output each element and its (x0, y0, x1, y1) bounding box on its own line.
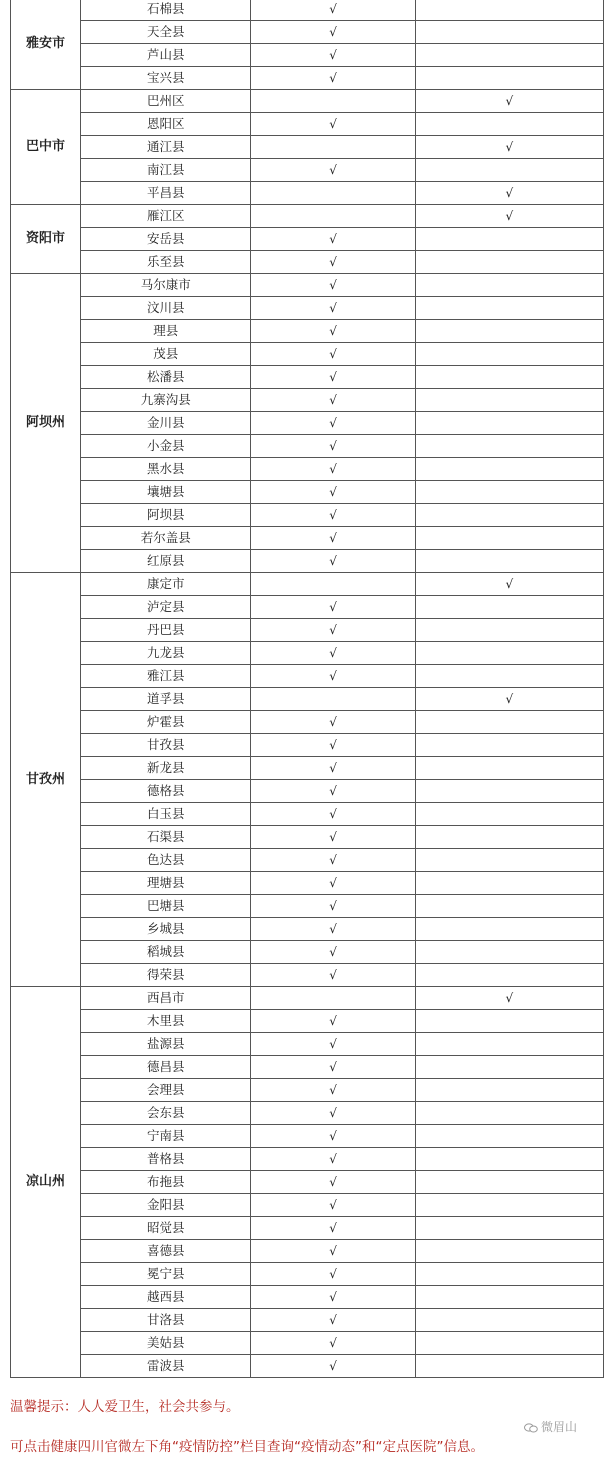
county-cell: 德昌县 (81, 1056, 251, 1079)
check-cell-a: √ (251, 826, 415, 849)
table-row (11, 113, 604, 136)
check-cell-b (415, 481, 603, 504)
check-cell-a (251, 205, 415, 228)
county-cell: 茂县 (81, 343, 251, 366)
check-cell-b: √ (415, 688, 603, 711)
county-cell: 宝兴县 (81, 67, 251, 90)
table-row (11, 941, 604, 964)
county-cell: 石棉县 (81, 0, 251, 21)
table-row (11, 274, 604, 297)
county-cell: 泸定县 (81, 596, 251, 619)
city-cell: 资阳市 (11, 205, 81, 274)
check-cell-a: √ (251, 596, 415, 619)
check-cell-a: √ (251, 849, 415, 872)
county-cell: 美姑县 (81, 1332, 251, 1355)
check-cell-a: √ (251, 504, 415, 527)
check-cell-a: √ (251, 1217, 415, 1240)
check-cell-b (415, 1309, 603, 1332)
check-cell-b (415, 918, 603, 941)
check-cell-b (415, 228, 603, 251)
check-cell-b (415, 1194, 603, 1217)
check-cell-b (415, 1056, 603, 1079)
check-cell-b (415, 1010, 603, 1033)
table-row (11, 136, 604, 159)
check-cell-b (415, 1171, 603, 1194)
check-cell-b (415, 711, 603, 734)
check-cell-a: √ (251, 343, 415, 366)
table-row (11, 918, 604, 941)
table-row (11, 803, 604, 826)
table-row (11, 619, 604, 642)
county-cell: 普格县 (81, 1148, 251, 1171)
table-row (11, 21, 604, 44)
check-cell-b (415, 159, 603, 182)
table-row (11, 182, 604, 205)
check-cell-b (415, 1217, 603, 1240)
check-cell-a: √ (251, 1263, 415, 1286)
check-cell-b (415, 320, 603, 343)
county-cell: 雅江县 (81, 665, 251, 688)
table-row (11, 1217, 604, 1240)
check-cell-b: √ (415, 987, 603, 1010)
check-cell-b (415, 1286, 603, 1309)
county-cell: 得荣县 (81, 964, 251, 987)
table-row (11, 458, 604, 481)
table-row (11, 688, 604, 711)
check-cell-a: √ (251, 435, 415, 458)
county-cell: 盐源县 (81, 1033, 251, 1056)
table-row (11, 826, 604, 849)
check-cell-a: √ (251, 642, 415, 665)
check-cell-a: √ (251, 1355, 415, 1378)
check-cell-b (415, 619, 603, 642)
county-cell: 若尔盖县 (81, 527, 251, 550)
check-cell-b (415, 1332, 603, 1355)
check-cell-b (415, 251, 603, 274)
check-cell-a: √ (251, 941, 415, 964)
table-row (11, 0, 604, 21)
check-cell-a: √ (251, 1194, 415, 1217)
county-cell: 色达县 (81, 849, 251, 872)
table-row (11, 1171, 604, 1194)
check-cell-a: √ (251, 21, 415, 44)
check-cell-a (251, 182, 415, 205)
check-cell-b (415, 44, 603, 67)
check-cell-a: √ (251, 757, 415, 780)
county-cell: 马尔康市 (81, 274, 251, 297)
county-cell: 越西县 (81, 1286, 251, 1309)
table-row (11, 1102, 604, 1125)
check-cell-a: √ (251, 159, 415, 182)
check-cell-b (415, 1240, 603, 1263)
check-cell-a: √ (251, 872, 415, 895)
county-cell: 丹巴县 (81, 619, 251, 642)
table-row (11, 251, 604, 274)
table-row (11, 665, 604, 688)
county-cell: 西昌市 (81, 987, 251, 1010)
county-cell: 道孚县 (81, 688, 251, 711)
check-cell-a: √ (251, 389, 415, 412)
table-row (11, 1263, 604, 1286)
check-cell-b: √ (415, 573, 603, 596)
check-cell-b (415, 504, 603, 527)
check-cell-a: √ (251, 918, 415, 941)
county-cell: 天全县 (81, 21, 251, 44)
county-cell: 甘洛县 (81, 1309, 251, 1332)
check-cell-a: √ (251, 481, 415, 504)
table-row (11, 1033, 604, 1056)
check-cell-b (415, 389, 603, 412)
check-cell-a: √ (251, 1102, 415, 1125)
check-cell-b (415, 550, 603, 573)
check-cell-b (415, 435, 603, 458)
county-cell: 红原县 (81, 550, 251, 573)
check-cell-b (415, 458, 603, 481)
check-cell-b (415, 757, 603, 780)
check-cell-b (415, 1102, 603, 1125)
watermark (524, 1418, 577, 1435)
table-row (11, 1148, 604, 1171)
table-row (11, 711, 604, 734)
county-cell: 甘孜县 (81, 734, 251, 757)
county-cell: 德格县 (81, 780, 251, 803)
check-cell-a: √ (251, 228, 415, 251)
county-cell: 宁南县 (81, 1125, 251, 1148)
wechat-icon (524, 1423, 538, 1433)
county-cell: 壤塘县 (81, 481, 251, 504)
table-row (11, 872, 604, 895)
table-row (11, 734, 604, 757)
check-cell-b (415, 826, 603, 849)
county-cell: 黑水县 (81, 458, 251, 481)
county-cell: 金川县 (81, 412, 251, 435)
county-cell: 白玉县 (81, 803, 251, 826)
county-cell: 恩阳区 (81, 113, 251, 136)
check-cell-b: √ (415, 205, 603, 228)
table-row (11, 320, 604, 343)
check-cell-b (415, 803, 603, 826)
watermark-text: 微眉山 (541, 1420, 578, 1434)
check-cell-b (415, 113, 603, 136)
table-row (11, 527, 604, 550)
query-hint-text: 可点击健康四川官微左下角“疫情防控”栏目查询“疫情动态”和“定点医院”信息。 (10, 1439, 484, 1455)
county-cell: 理县 (81, 320, 251, 343)
check-cell-b (415, 1033, 603, 1056)
table-row (11, 1332, 604, 1355)
table-row (11, 205, 604, 228)
check-cell-a: √ (251, 113, 415, 136)
county-cell: 芦山县 (81, 44, 251, 67)
check-cell-a: √ (251, 297, 415, 320)
check-cell-b (415, 1125, 603, 1148)
county-risk-table (10, 0, 604, 1378)
reminder-text: 温馨提示：人人爱卫生，社会共参与。 (10, 1399, 240, 1415)
check-cell-a: √ (251, 274, 415, 297)
table-row (11, 1309, 604, 1332)
table-row (11, 550, 604, 573)
county-cell: 理塘县 (81, 872, 251, 895)
check-cell-b: √ (415, 136, 603, 159)
check-cell-a: √ (251, 251, 415, 274)
check-cell-a: √ (251, 412, 415, 435)
county-cell: 喜德县 (81, 1240, 251, 1263)
table-row (11, 1355, 604, 1378)
check-cell-a: √ (251, 1309, 415, 1332)
county-cell: 九寨沟县 (81, 389, 251, 412)
table-row (11, 67, 604, 90)
check-cell-a: √ (251, 803, 415, 826)
check-cell-a: √ (251, 665, 415, 688)
check-cell-b (415, 849, 603, 872)
county-cell: 木里县 (81, 1010, 251, 1033)
county-cell: 新龙县 (81, 757, 251, 780)
check-cell-a: √ (251, 0, 415, 21)
check-cell-a: √ (251, 550, 415, 573)
table-row (11, 757, 604, 780)
county-cell: 会理县 (81, 1079, 251, 1102)
check-cell-a: √ (251, 1079, 415, 1102)
table-row (11, 389, 604, 412)
check-cell-b (415, 872, 603, 895)
check-cell-a: √ (251, 1033, 415, 1056)
county-cell: 巴塘县 (81, 895, 251, 918)
county-cell: 康定市 (81, 573, 251, 596)
table-row (11, 987, 604, 1010)
check-cell-a: √ (251, 780, 415, 803)
table-row (11, 159, 604, 182)
table-row (11, 596, 604, 619)
table-row (11, 1125, 604, 1148)
check-cell-b (415, 1079, 603, 1102)
check-cell-b (415, 642, 603, 665)
county-cell: 乡城县 (81, 918, 251, 941)
county-cell: 昭觉县 (81, 1217, 251, 1240)
table-row (11, 1056, 604, 1079)
check-cell-b (415, 527, 603, 550)
table-row (11, 642, 604, 665)
table-row (11, 573, 604, 596)
check-cell-b (415, 0, 603, 21)
table-row (11, 1010, 604, 1033)
check-cell-a (251, 987, 415, 1010)
check-cell-b (415, 412, 603, 435)
check-cell-b (415, 21, 603, 44)
county-cell: 巴州区 (81, 90, 251, 113)
table-row (11, 1240, 604, 1263)
check-cell-a: √ (251, 964, 415, 987)
county-cell: 乐至县 (81, 251, 251, 274)
county-cell: 稻城县 (81, 941, 251, 964)
table-row (11, 504, 604, 527)
table-row (11, 228, 604, 251)
check-cell-a (251, 573, 415, 596)
check-cell-a: √ (251, 1125, 415, 1148)
table-row (11, 44, 604, 67)
county-cell: 平昌县 (81, 182, 251, 205)
check-cell-a: √ (251, 895, 415, 918)
check-cell-a: √ (251, 1332, 415, 1355)
county-cell: 安岳县 (81, 228, 251, 251)
county-cell: 石渠县 (81, 826, 251, 849)
check-cell-a: √ (251, 1148, 415, 1171)
city-cell: 雅安市 (11, 0, 81, 90)
check-cell-b (415, 343, 603, 366)
check-cell-a: √ (251, 1171, 415, 1194)
check-cell-a: √ (251, 458, 415, 481)
check-cell-a (251, 90, 415, 113)
check-cell-b (415, 734, 603, 757)
check-cell-a: √ (251, 734, 415, 757)
check-cell-a: √ (251, 711, 415, 734)
table-row (11, 849, 604, 872)
check-cell-b (415, 366, 603, 389)
county-cell: 汶川县 (81, 297, 251, 320)
county-cell: 布拖县 (81, 1171, 251, 1194)
table-row (11, 1286, 604, 1309)
table-row (11, 343, 604, 366)
table-row (11, 412, 604, 435)
table-row (11, 366, 604, 389)
check-cell-b (415, 895, 603, 918)
check-cell-b (415, 964, 603, 987)
city-cell: 阿坝州 (11, 274, 81, 573)
check-cell-a: √ (251, 619, 415, 642)
check-cell-a: √ (251, 1010, 415, 1033)
table-row (11, 435, 604, 458)
check-cell-a (251, 688, 415, 711)
check-cell-a: √ (251, 366, 415, 389)
table-row (11, 1079, 604, 1102)
table-row (11, 780, 604, 803)
check-cell-b: √ (415, 182, 603, 205)
check-cell-b (415, 67, 603, 90)
check-cell-a: √ (251, 1056, 415, 1079)
check-cell-a: √ (251, 44, 415, 67)
county-cell: 冕宁县 (81, 1263, 251, 1286)
table-row (11, 90, 604, 113)
check-cell-b (415, 665, 603, 688)
check-cell-a (251, 136, 415, 159)
check-cell-b (415, 1263, 603, 1286)
check-cell-b (415, 941, 603, 964)
check-cell-b (415, 596, 603, 619)
table-row (11, 1194, 604, 1217)
check-cell-b (415, 1148, 603, 1171)
county-cell: 阿坝县 (81, 504, 251, 527)
check-cell-b (415, 780, 603, 803)
county-cell: 松潘县 (81, 366, 251, 389)
county-cell: 通江县 (81, 136, 251, 159)
county-cell: 九龙县 (81, 642, 251, 665)
check-cell-b (415, 274, 603, 297)
check-cell-a: √ (251, 1286, 415, 1309)
check-cell-b (415, 1355, 603, 1378)
table-row (11, 964, 604, 987)
check-cell-a: √ (251, 527, 415, 550)
table-row (11, 895, 604, 918)
check-cell-b: √ (415, 90, 603, 113)
check-cell-a: √ (251, 67, 415, 90)
check-cell-a: √ (251, 320, 415, 343)
check-cell-a: √ (251, 1240, 415, 1263)
county-cell: 小金县 (81, 435, 251, 458)
city-cell: 巴中市 (11, 90, 81, 205)
county-cell: 雷波县 (81, 1355, 251, 1378)
county-cell: 金阳县 (81, 1194, 251, 1217)
city-cell: 凉山州 (11, 987, 81, 1378)
table-row (11, 297, 604, 320)
county-cell: 炉霍县 (81, 711, 251, 734)
county-cell: 南江县 (81, 159, 251, 182)
county-cell: 会东县 (81, 1102, 251, 1125)
city-cell: 甘孜州 (11, 573, 81, 987)
check-cell-b (415, 297, 603, 320)
table-row (11, 481, 604, 504)
county-cell: 雁江区 (81, 205, 251, 228)
